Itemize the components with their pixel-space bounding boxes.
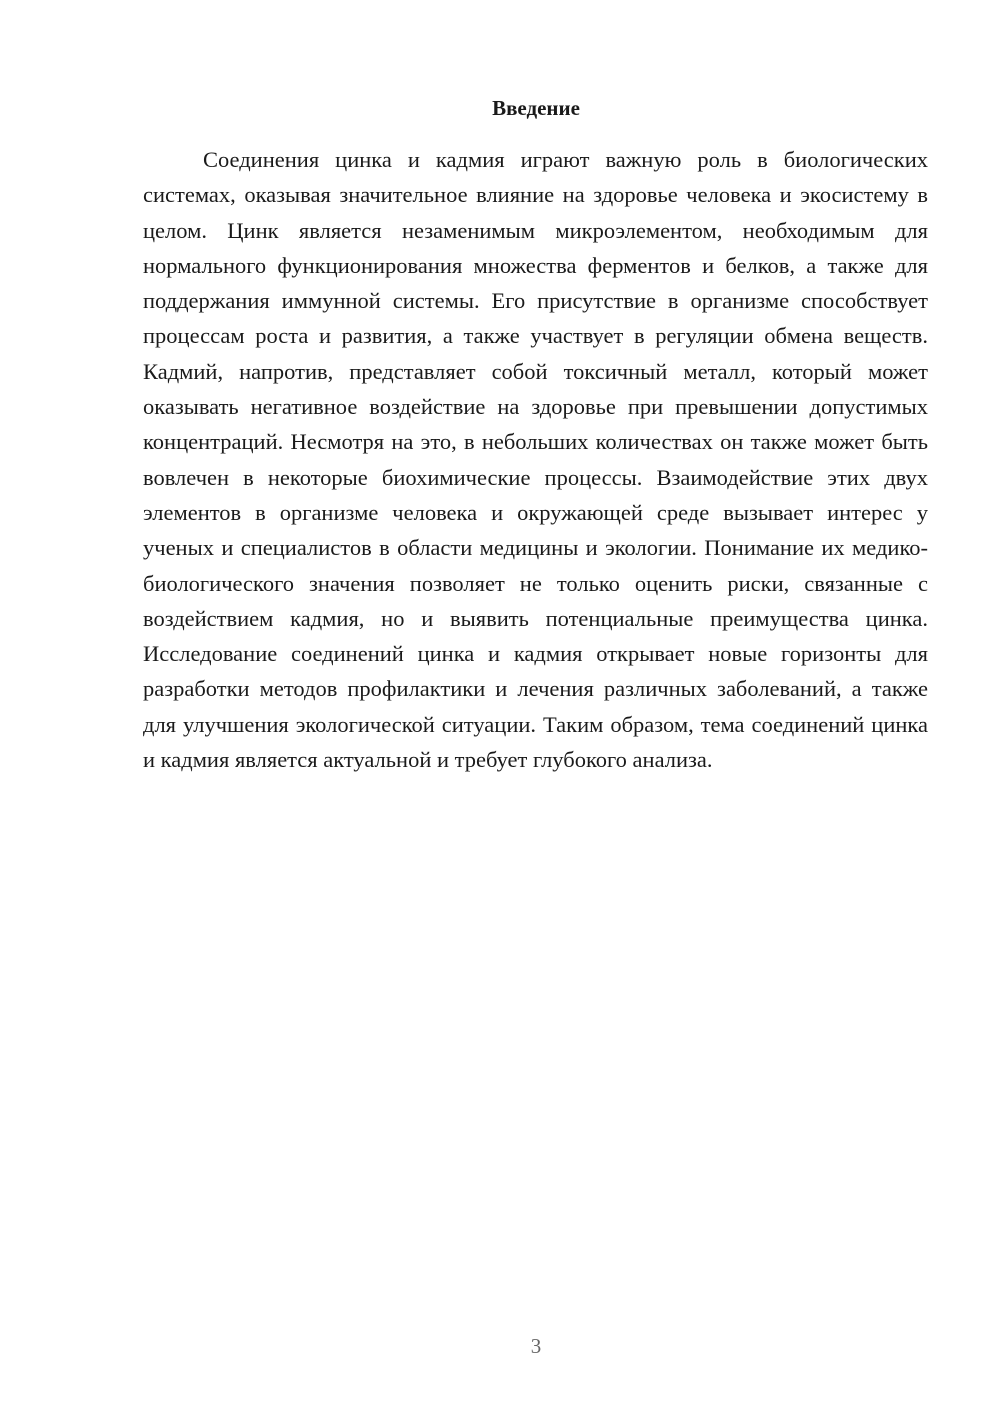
page-number: 3: [530, 1334, 542, 1358]
section-heading: Введение: [492, 96, 580, 120]
body-paragraph: Соединения цинка и кадмия играют важную роль в биологических системах, оказывая значительное влияние на здоровье человека и экосистему в целом. Цинк является незаменимым микроэлементом, необходимым для нормального функционирования множества ферментов и белков, а также для поддержания иммунной системы. Его присутствие в организме способствует процессам роста и развития, а также участвует в регуляции обмена веществ. Кадмий, напротив, представляет собой токсичный металл, который может оказывать негативное воздействие на здоровье при превышении допустимых концентраций. Несмотря на это, в небольших количествах он также может быть вовлечен в некоторые биохимические процессы. Взаимодействие этих двух элементов в организме человека и окружающей среде вызывает интерес у ученых и специалистов в области медицины и экологии. Понимание их медико-биологического значения позволяет не только оценить риски, связанные с воздействием кадмия, но и выявить потенциальные преимущества цинка. Исследование соединений цинка и кадмия открывает новые горизонты для разработки методов профилактики и лечения различных заболеваний, а также для улучшения экологической ситуации. Таким образом, тема соединений цинка и кадмия является актуальной и требует глубокого анализа.: [143, 147, 928, 773]
